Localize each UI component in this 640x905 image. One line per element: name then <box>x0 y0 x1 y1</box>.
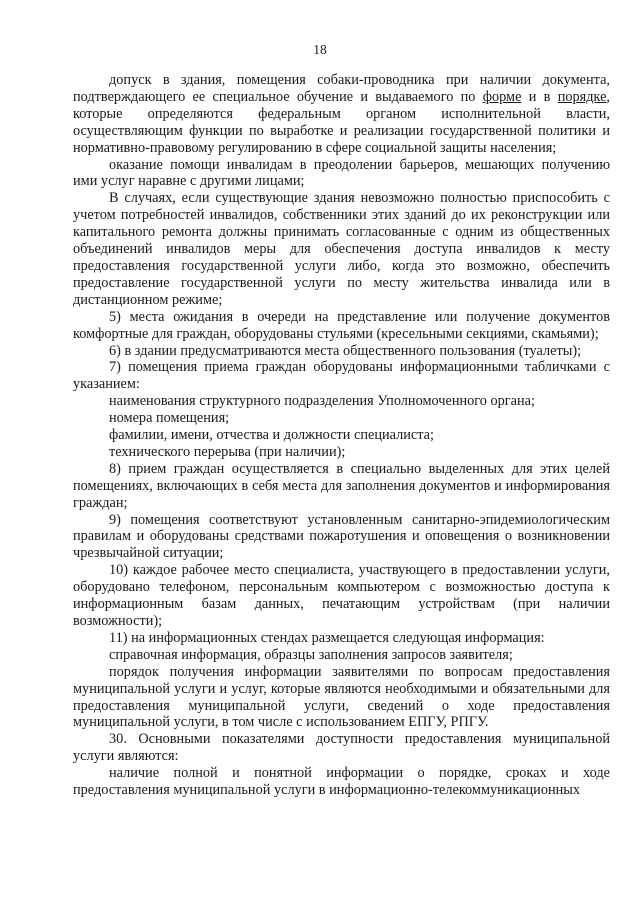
text-segment: , которые определяются федеральным органом исполнительной власти, осуществляющим функции по выработке и реализации государственной политики и нормативно-правовому регулированию в сфере социальной защиты населения; <box>73 88 610 156</box>
paragraph-item-9: 9) помещения соответствуют установленным санитарно-эпидемиологическим правилам и оборудованы средствами пожаротушения и оповещения о возникновении чрезвычайной ситуации; <box>73 511 610 562</box>
paragraph-item-6: 6) в здании предусматриваются места общественного пользования (туалеты); <box>109 342 582 359</box>
paragraph-item-5: 5) места ожидания в очереди на представление или получение документов комфортные для граждан, оборудованы стульями (кресельными секциями, скамьями); <box>73 308 610 342</box>
paragraph-specialist-name: фамилии, имени, отчества и должности специалиста; <box>109 427 434 444</box>
paragraph-reference-info: справочная информация, образцы заполнения запросов заявителя; <box>109 646 513 663</box>
paragraph-building-adaptation: В случаях, если существующие здания невозможно полностью приспособить с учетом потребностей инвалидов, собственники этих зданий до их реконструкции или капитального ремонта должны принимать согласованные с одним из общественных объединений инвалидов меры для обеспечения доступа инвалидов к месту предоставления государственной услуги либо, когда это возможно, обеспечить предоставление государственной услуги по месту жительства инвалида или в дистанционном режиме; <box>73 190 610 308</box>
paragraph-info-procedure: порядок получения информации заявителями по вопросам предоставления муниципальной услуги и услуг, которые являются необходимыми и обязательными для предоставления муниципальной услуги, сведений о ходе предоставления муниципальной услуги, в том числе с использованием ЕПГУ, РПГУ. <box>73 663 610 731</box>
paragraph-break: технического перерыва (при наличии); <box>109 443 346 460</box>
paragraph-guide-dog-access <box>73 72 610 157</box>
link-procedure[interactable]: порядке <box>557 88 607 105</box>
paragraph-item-7: 7) помещения приема граждан оборудованы информационными табличками с указанием: <box>73 359 610 393</box>
paragraph-assistance: оказание помощи инвалидам в преодолении барьеров, мешающих получению ими услуг наравне с другими лицами; <box>73 156 610 190</box>
paragraph-item-10: 10) каждое рабочее место специалиста, участвующего в предоставлении услуги, оборудовано телефоном, персональным компьютером с возможностью доступа к информационным базам данных, печатающим устройствам (при наличии возможности); <box>73 562 610 629</box>
document-body <box>73 72 610 799</box>
paragraph-item-8: 8) прием граждан осуществляется в специально выделенных для этих целей помещениях, включающих в себя места для заполнения документов и информирования граждан; <box>73 460 610 511</box>
link-form[interactable]: форме <box>482 88 522 105</box>
paragraph-complete-info: наличие полной и понятной информации о порядке, сроках и ходе предоставления муниципальной услуги в информационно-телекоммуникационных <box>73 765 610 799</box>
page-number: 18 <box>313 42 327 57</box>
text-segment: и в <box>521 88 558 105</box>
paragraph-item-30: 30. Основными показателями доступности предоставления муниципальной услуги являются: <box>73 731 610 765</box>
paragraph-item-11: 11) на информационных стендах размещается следующая информация: <box>109 629 545 646</box>
text-segment: допуск в здания, помещения собаки-проводника при наличии документа, подтверждающего ее специальное обучение и выдаваемого по <box>73 72 610 105</box>
paragraph-room-number: номера помещения; <box>109 410 230 427</box>
paragraph-unit-name: наименования структурного подразделения Уполномоченного органа; <box>109 393 535 410</box>
